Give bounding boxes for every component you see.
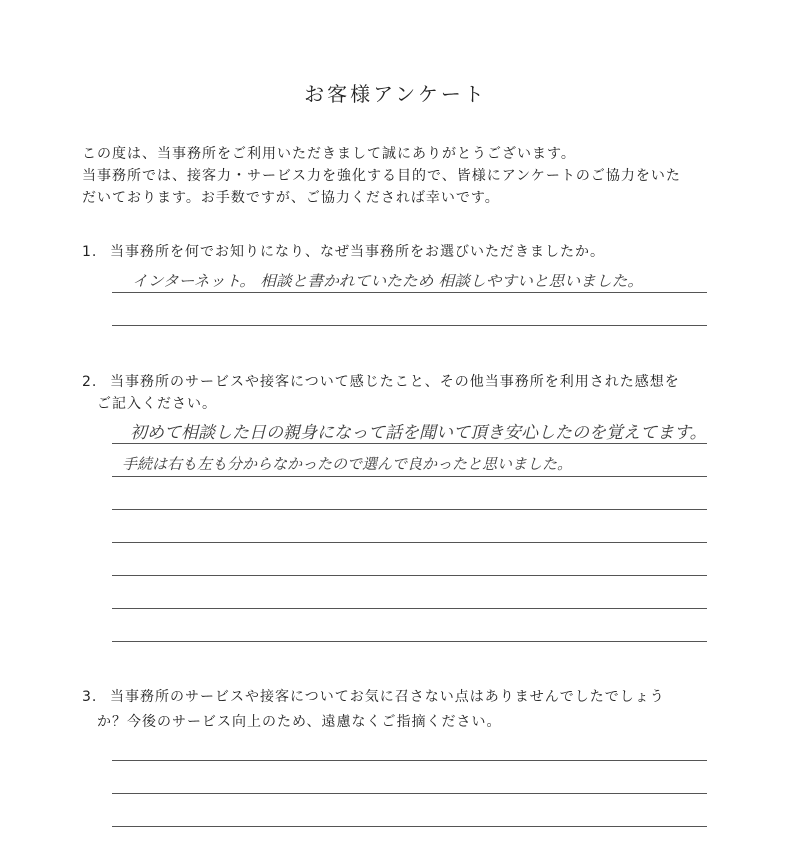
question-3 [82,686,665,706]
answer-2-line-7 [112,641,707,642]
answer-1-handwriting: インターネット。 相談と書かれていたため 相談しやすいと思いました。 [132,272,644,290]
answer-3-line-1 [112,760,707,761]
answer-1-line-1 [112,292,707,293]
question-3-text-line-1: 当事務所のサービスや接客についてお気に召さない点はありませんでしたでしょう [110,689,665,705]
intro-line-1: この度は、当事務所をご利用いただきまして誠にありがとうございます。 [82,146,576,162]
answer-2-line-6 [112,608,707,609]
question-1 [82,241,605,261]
answer-1-line-2 [112,325,707,326]
question-3-text-line-2: か？今後のサービス向上のため、遠慮なくご指摘ください。 [97,714,502,730]
answer-2-line-1 [112,443,707,444]
question-2 [82,371,680,391]
answer-2-handwriting-line-1: 初めて相談した日の親身になって話を聞いて頂き安心したのを覚えてます。 [130,423,707,443]
intro-line-3: だいております。お手数ですが、ご協力くだされば幸いです。 [82,190,500,206]
intro-line-2: 当事務所では、接客力・サービス力を強化する目的で、皆様にアンケートのご協力をいた [82,168,681,184]
answer-2-handwriting-line-2: 手続は右も左も分からなかったので選んで良かったと思いました。 [122,455,573,473]
question-1-text: 当事務所を何でお知りになり、なぜ当事務所をお選びいただきましたか。 [110,244,605,260]
answer-2-line-4 [112,542,707,543]
answer-2-line-5 [112,575,707,576]
answer-2-line-2 [112,476,707,477]
answer-3-line-2 [112,793,707,794]
answer-3-line-3 [112,826,707,827]
question-1-number: 1. [82,244,98,260]
question-2-text-line-1: 当事務所のサービスや接客について感じたこと、その他当事務所を利用された感想を [110,374,680,390]
question-2-number: 2. [82,374,98,390]
question-3-number: 3. [82,689,98,705]
question-2-text-line-2: ご記入ください。 [97,396,217,412]
page-title: お客様アンケート [304,82,487,106]
answer-2-line-3 [112,509,707,510]
